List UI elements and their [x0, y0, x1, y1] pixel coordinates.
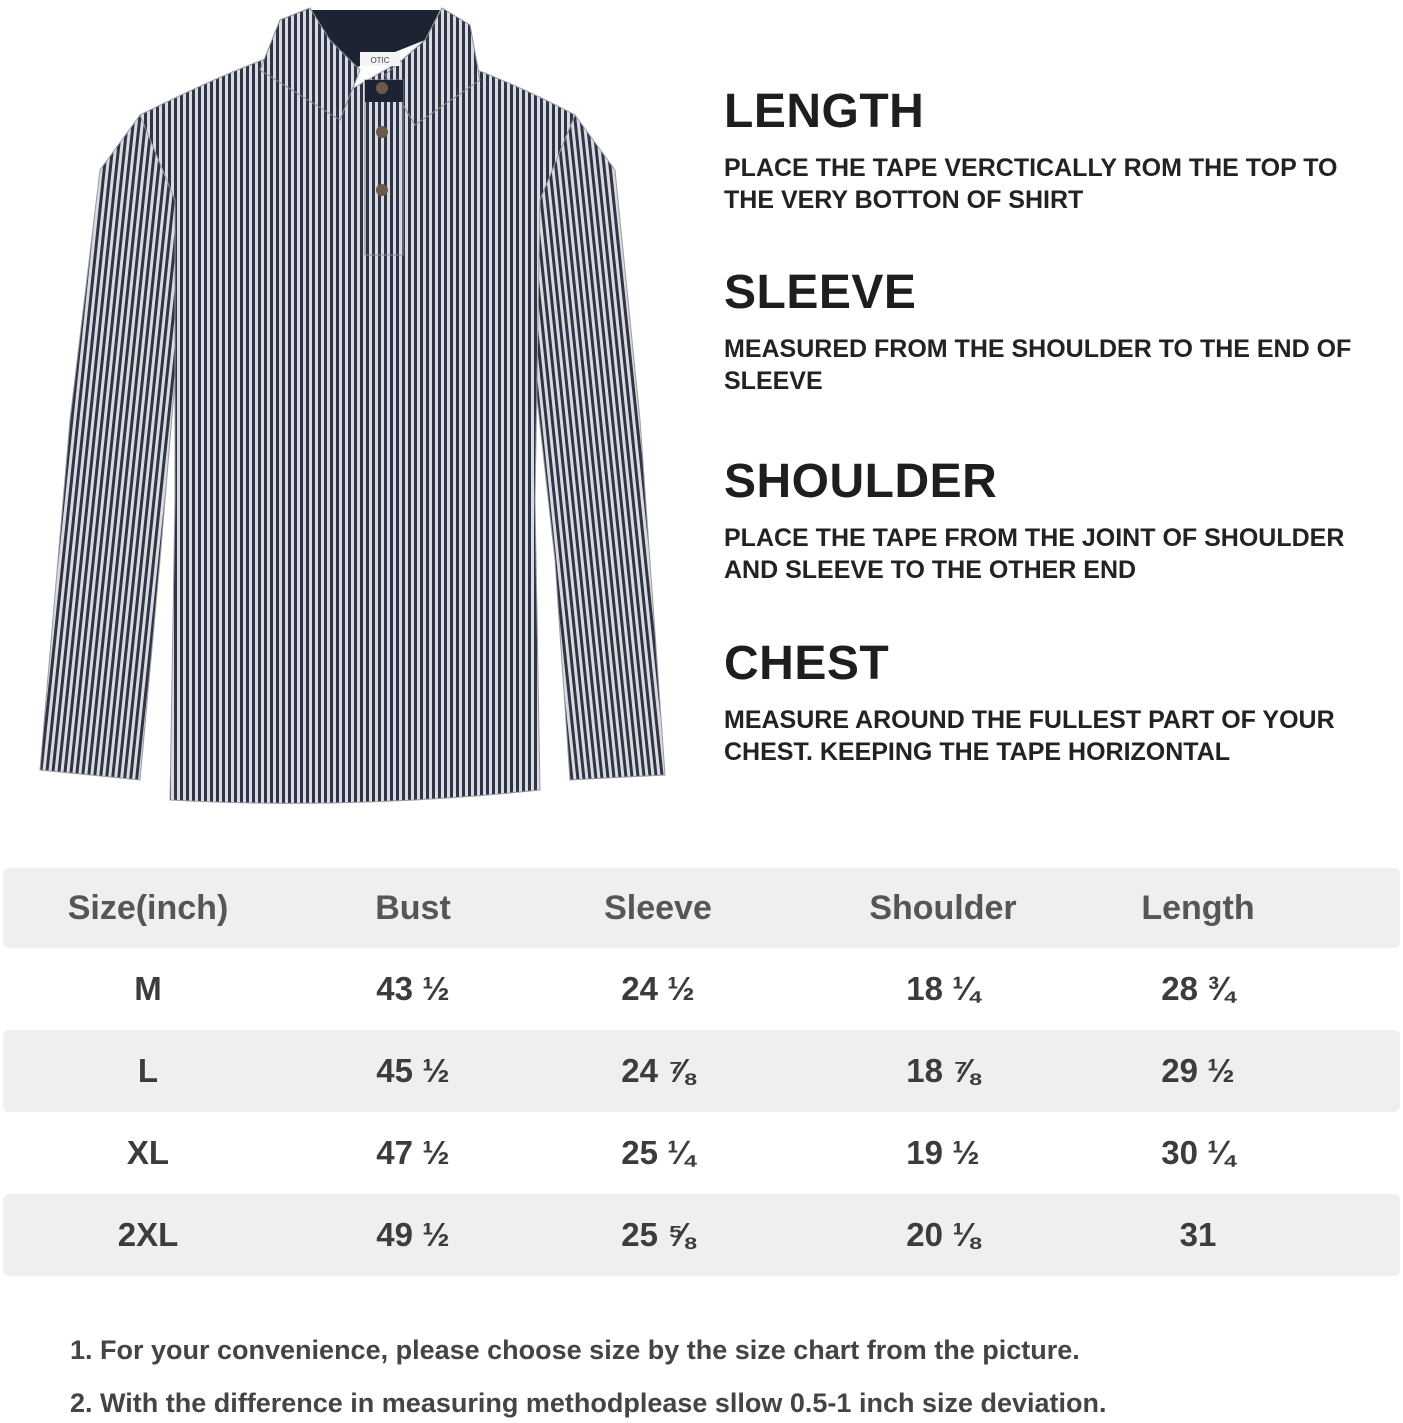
table-row — [3, 948, 1400, 1030]
left-sleeve — [40, 115, 180, 780]
guide-title: LENGTH — [724, 85, 925, 138]
guide-title: SHOULDER — [724, 455, 998, 508]
guide-title: CHEST — [724, 637, 890, 690]
header-cell: Length — [1141, 888, 1255, 927]
note-item: 1. For your convenience, please choose size by the size chart from the picture. — [70, 1335, 1080, 1365]
bust-cell: 47 ½ — [376, 1134, 450, 1171]
shirt-body — [140, 50, 575, 803]
shirt-button — [376, 126, 388, 138]
placket — [365, 80, 403, 255]
guide-description: PLACE THE TAPE FROM THE JOINT OF SHOULDER AND SLEEVE TO THE OTHER END — [724, 524, 1345, 584]
shirt-label: OTIC — [370, 56, 390, 65]
size-cell: M — [134, 970, 162, 1007]
sleeve-cell: 25 ⅝ — [621, 1216, 695, 1253]
right-sleeve — [530, 115, 665, 780]
guide-chest — [724, 636, 1384, 768]
length-cell: 30 ¼ — [1161, 1134, 1235, 1171]
sleeve-cell: 24 ⅞ — [621, 1052, 695, 1089]
bust-cell: 43 ½ — [376, 970, 450, 1007]
guide-title: SLEEVE — [724, 266, 917, 319]
guide-description: PLACE THE TAPE VERCTICALLY ROM THE TOP TO THE VERY BOTTON OF SHIRT — [724, 154, 1338, 214]
table-header-row — [3, 868, 1400, 948]
header-cell: Bust — [375, 888, 451, 927]
size-cell: L — [137, 1052, 159, 1089]
shoulder-cell: 18 ⅞ — [906, 1052, 980, 1089]
table-row — [3, 1112, 1400, 1194]
table-row — [3, 1030, 1400, 1112]
header-cell: Size(inch) — [67, 888, 229, 927]
bust-cell: 45 ½ — [376, 1052, 450, 1089]
bust-cell: 49 ½ — [376, 1216, 450, 1253]
sleeve-cell: 25 ¼ — [621, 1134, 695, 1171]
guide-length — [724, 84, 1384, 216]
shoulder-cell: 20 ⅛ — [906, 1216, 980, 1253]
length-cell: 31 — [1179, 1216, 1217, 1253]
shoulder-cell: 19 ½ — [906, 1134, 980, 1171]
shoulder-cell: 18 ¼ — [906, 970, 980, 1007]
size-table — [3, 868, 1400, 1276]
shirt-button — [376, 184, 388, 196]
note-item: 2. With the difference in measuring methodplease sllow 0.5-1 inch size deviation. — [70, 1388, 1107, 1418]
notes — [70, 1332, 1370, 1421]
size-cell: XL — [126, 1134, 170, 1171]
guide-shoulder — [724, 454, 1384, 586]
sleeve-cell: 24 ½ — [621, 970, 695, 1007]
guide-description: MEASURE AROUND THE FULLEST PART OF YOUR CHEST. KEEPING THE TAPE HORIZONTAL — [724, 706, 1335, 766]
length-cell: 28 ¾ — [1161, 970, 1235, 1007]
header-cell: Sleeve — [604, 888, 712, 927]
guide-sleeve — [724, 265, 1384, 397]
shirt-image — [30, 0, 675, 810]
guide-description: MEASURED FROM THE SHOULDER TO THE END OF SLEEVE — [724, 335, 1352, 395]
length-cell: 29 ½ — [1161, 1052, 1235, 1089]
table-row — [3, 1194, 1400, 1276]
header-cell: Shoulder — [869, 888, 1017, 927]
size-cell: 2XL — [117, 1216, 179, 1253]
shirt-button — [376, 82, 388, 94]
